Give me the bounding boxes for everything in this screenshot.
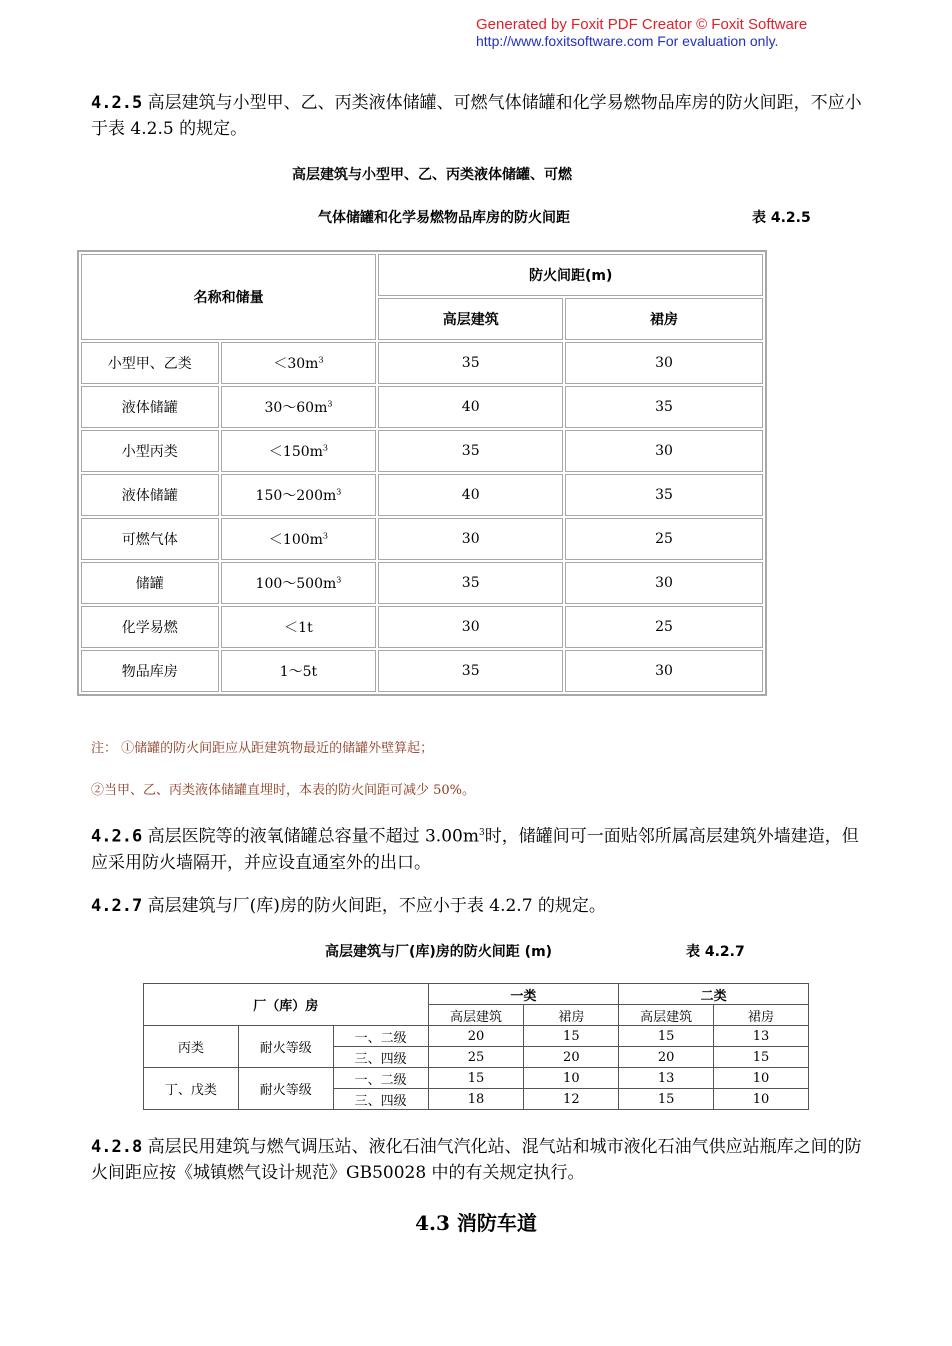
clause-number: 4.2.8 [91, 1137, 143, 1157]
header-name-capacity: 名称和储量 [81, 254, 376, 340]
podium-cell: 25 [565, 518, 763, 560]
high-rise-cell: 35 [378, 342, 563, 384]
watermark-line-1: Generated by Foxit PDF Creator © Foxit Software [476, 16, 808, 33]
clause-text: 高层建筑与厂(库)房的防火间距，不应小于表 4.2.7 的规定。 [142, 896, 606, 916]
podium-cell: 30 [565, 650, 763, 692]
watermark-line-2: http://www.foxitsoftware.com For evaluation only. [476, 33, 779, 49]
high-rise-cell: 35 [378, 430, 563, 472]
header-high-rise: 高层建筑 [378, 298, 563, 340]
capacity-cell: $30\sim 60m^3$ [221, 386, 377, 428]
value-cell: 20 [524, 1047, 619, 1068]
clause-text: 高层建筑与小型甲、乙、丙类液体储罐、可燃气体储罐和化学易燃物品库房的防火间距，不应小于表 4.2.5 的规定。 [91, 93, 862, 139]
high-rise-cell: 30 [378, 606, 563, 648]
header-podium: 裙房 [714, 1005, 809, 1026]
group-name: 液体储罐 [81, 474, 219, 516]
clause-number: 4.2.7 [91, 896, 143, 916]
podium-cell: 30 [565, 562, 763, 604]
capacity-cell: $<100m^3$ [221, 518, 377, 560]
podium-cell: 30 [565, 430, 763, 472]
header-high-rise: 高层建筑 [619, 1005, 714, 1026]
value-cell: 15 [619, 1026, 714, 1047]
value-cell: 15 [428, 1068, 524, 1089]
section-heading-4-3: 4.3 消防车道 [415, 1211, 537, 1235]
table-row [81, 474, 763, 516]
header-factory: 厂（库）房 [144, 984, 429, 1026]
high-rise-cell: 35 [378, 562, 563, 604]
table1-title-line2: 气体储罐和化学易燃物品库房的防火间距 [318, 210, 570, 226]
clause-4-2-6: 4.2.6 高层医院等的液氧储罐总容量不超过 $3.00m^3$时，储罐间可一面贴邻所属高层建筑外墙建造，但应采用防火墙隔开，并应设直通室外的出口。 [91, 826, 859, 873]
table-row [81, 518, 763, 560]
grade: 一、二级 [333, 1026, 428, 1047]
clause-text: 高层民用建筑与燃气调压站、液化石油气汽化站、混气站和城市液化石油气供应站瓶库之间的防火间距应按《城镇燃气设计规范》GB50028 中的有关规定执行。 [91, 1137, 862, 1183]
value-cell: 10 [714, 1068, 809, 1089]
high-rise-cell: 30 [378, 518, 563, 560]
podium-cell: 35 [565, 386, 763, 428]
capacity-cell: $150\sim 200m^3$ [221, 474, 377, 516]
value-cell: 18 [428, 1089, 524, 1110]
group-name: 小型丙类 [81, 430, 219, 472]
grade: 三、四级 [333, 1047, 428, 1068]
grade: 三、四级 [333, 1089, 428, 1110]
podium-cell: 30 [565, 342, 763, 384]
table1-number: 表 4.2.5 [752, 210, 811, 226]
table-row [144, 1068, 809, 1089]
value-cell: 15 [619, 1089, 714, 1110]
clause-4-2-7 [91, 893, 871, 919]
value-cell: 25 [428, 1047, 524, 1068]
clause-4-2-8 [91, 1134, 871, 1186]
clause-4-2-5 [91, 90, 871, 142]
table-note-2: ②当甲、乙、丙类液体储罐直埋时，本表的防火间距可减少 50%。 [91, 783, 476, 798]
value-cell: 10 [524, 1068, 619, 1089]
high-rise-cell: 40 [378, 474, 563, 516]
value-cell: 15 [714, 1047, 809, 1068]
group-name: 化学易燃 [81, 606, 219, 648]
table-4-2-7 [143, 983, 809, 1110]
table-row [81, 606, 763, 648]
table-row [81, 650, 763, 692]
fire-rating: 耐火等级 [238, 1068, 333, 1110]
header-podium: 裙房 [524, 1005, 619, 1026]
value-cell: 13 [619, 1068, 714, 1089]
table-row [144, 1026, 809, 1047]
table2-number: 表 4.2.7 [686, 944, 745, 960]
high-rise-cell: 35 [378, 650, 563, 692]
value-cell: 13 [714, 1026, 809, 1047]
fire-rating: 耐火等级 [238, 1026, 333, 1068]
value-cell: 20 [428, 1026, 524, 1047]
podium-cell: 35 [565, 474, 763, 516]
clause-number: 4.2.5 [91, 93, 143, 113]
capacity-cell: ＜1t [221, 606, 377, 648]
table1-title-line1: 高层建筑与小型甲、乙、丙类液体储罐、可燃 [292, 167, 572, 183]
capacity-cell: $<30m^3$ [221, 342, 377, 384]
table-4-2-5 [77, 250, 767, 696]
class-ding-wu: 丁、戊类 [144, 1068, 239, 1110]
high-rise-cell: 40 [378, 386, 563, 428]
capacity-cell: $<150m^3$ [221, 430, 377, 472]
capacity-cell: $100\sim 500m^3$ [221, 562, 377, 604]
header-podium: 裙房 [565, 298, 763, 340]
group-name: 可燃气体 [81, 518, 219, 560]
table-row [81, 562, 763, 604]
group-name: 小型甲、乙类 [81, 342, 219, 384]
header-fire-distance: 防火间距(m) [378, 254, 763, 296]
capacity-cell: 1～5t [221, 650, 377, 692]
group-name: 液体储罐 [81, 386, 219, 428]
header-high-rise: 高层建筑 [428, 1005, 524, 1026]
value-cell: 12 [524, 1089, 619, 1110]
header-class-1: 一类 [428, 984, 619, 1005]
podium-cell: 25 [565, 606, 763, 648]
table-row [81, 386, 763, 428]
table-row [81, 342, 763, 384]
value-cell: 20 [619, 1047, 714, 1068]
table-note-1: 注： ①储罐的防火间距应从距建筑物最近的储罐外壁算起； [91, 741, 434, 756]
group-name: 储罐 [81, 562, 219, 604]
table2-title: 高层建筑与厂(库)房的防火间距 (m) [325, 944, 553, 960]
clause-number: 4.2.6 [91, 826, 143, 847]
table-row [81, 430, 763, 472]
class-bing: 丙类 [144, 1026, 239, 1068]
group-name: 物品库房 [81, 650, 219, 692]
value-cell: 15 [524, 1026, 619, 1047]
grade: 一、二级 [333, 1068, 428, 1089]
value-cell: 10 [714, 1089, 809, 1110]
watermark [476, 17, 876, 49]
header-class-2: 二类 [619, 984, 809, 1005]
